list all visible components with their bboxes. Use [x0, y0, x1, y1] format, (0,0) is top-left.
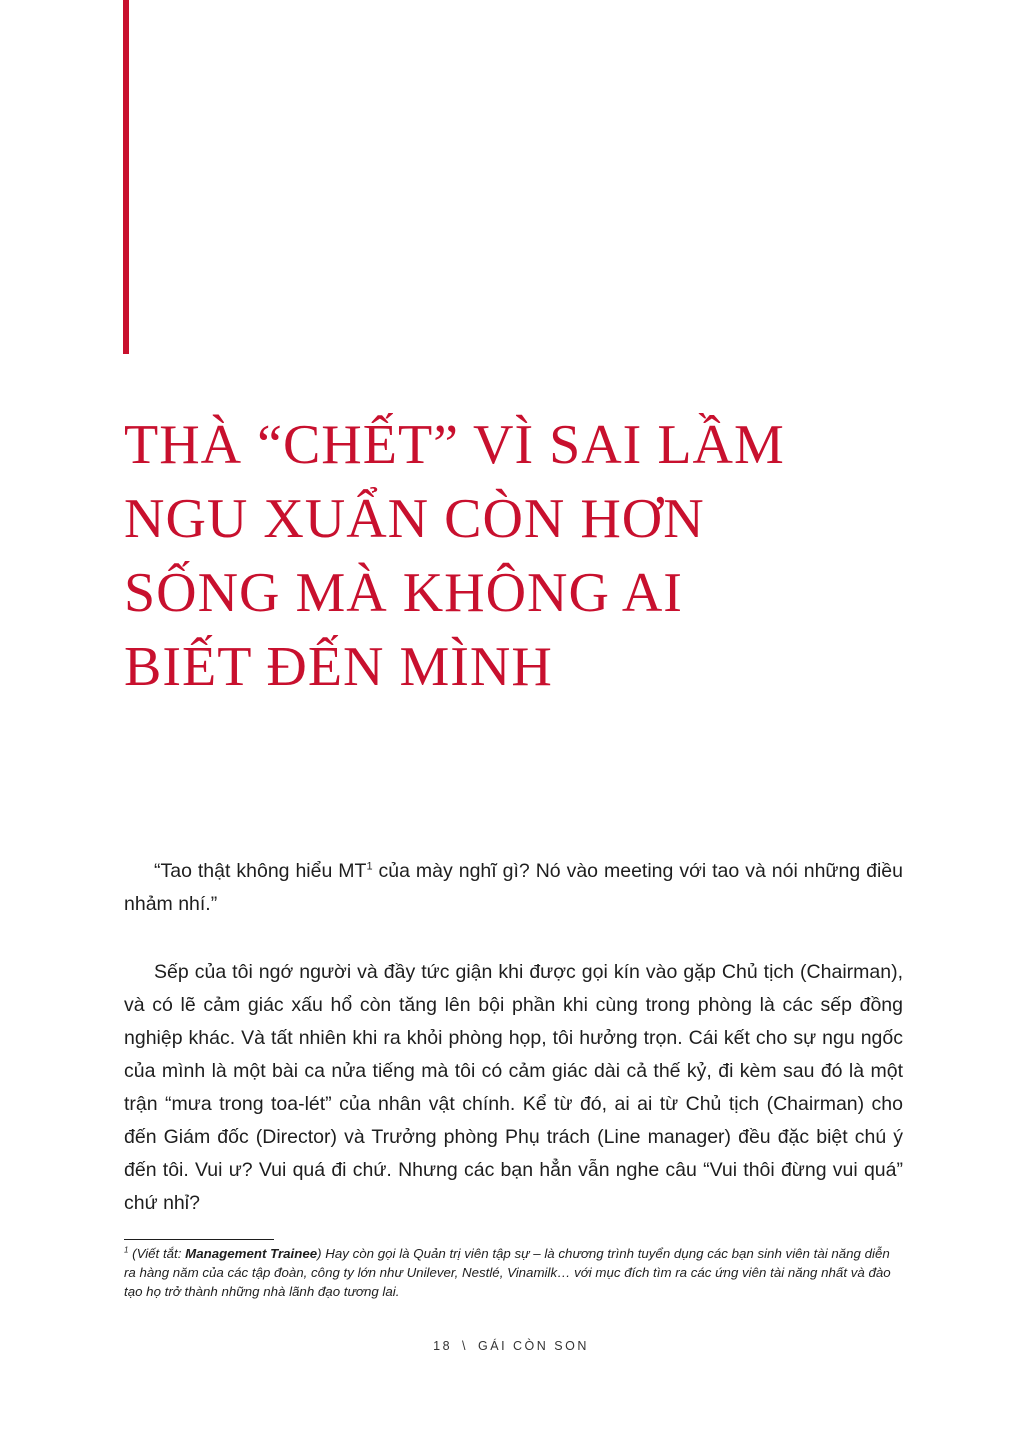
chapter-accent-bar	[123, 0, 129, 354]
p2-text: Sếp của tôi ngớ người và đầy tức giận khi được gọi kín vào gặp Chủ tịch (Chairman), và có lẽ cảm giác xấu hổ còn tăng lên bội phần khi cùng trong phòng là các sếp đồng nghiệp khác. Và tất nhiên khi ra khỏi phòng họp, tôi hưởng trọn. Cái kết cho sự ngu ngốc của mình là một bài ca nửa tiếng mà tôi có cảm giác dài cả thế kỷ, đi kèm sau đó là một trận “mưa trong toa-lét” của nhân vật chính. Kể từ đó, ai ai từ Chủ tịch (Chairman) cho đến Giám đốc (Director) và Trưởng phòng Phụ trách (Line manager) đều đặc biệt chú ý đến tôi. Vui ư? Vui quá đi chứ. Nhưng các bạn hẳn vẫn nghe câu “Vui thôi đừng vui quá” chứ nhỉ?	[124, 961, 903, 1214]
footnote-marker: 1	[124, 1245, 129, 1255]
chapter-title-line: BIẾT ĐẾN MÌNH	[124, 636, 553, 698]
body-paragraph-1	[124, 855, 903, 921]
page-footer	[0, 1339, 1022, 1353]
chapter-title-line: SỐNG MÀ KHÔNG AI	[124, 562, 683, 624]
footnote-term: Management Trainee	[185, 1246, 318, 1261]
footnote-reference: 1	[366, 860, 373, 873]
p1-text-end: của mày nghĩ gì? Nó vào meeting với tao và nói những điều nhảm nhí.”	[124, 860, 903, 915]
footnote	[124, 1244, 905, 1301]
running-title: GÁI CÒN SON	[478, 1339, 589, 1353]
chapter-title-line: THÀ “CHẾT” VÌ SAI LẦM	[124, 414, 785, 476]
footnote-text: ) Hay còn gọi là Quản trị viên tập sự – là chương trình tuyển dụng các bạn sinh viên tài năng diễn ra hàng năm của các tập đoàn, công ty lớn như Unilever, Nestlé, Vinamilk… với mục đích tìm ra các ứng viên tài năng nhất và đào tạo họ trở thành những nhà lãnh đạo tương lai.	[124, 1246, 891, 1299]
body-paragraph-2	[124, 956, 903, 1220]
chapter-title-line: NGU XUẨN CÒN HƠN	[124, 488, 705, 550]
chapter-title	[124, 408, 884, 704]
p1-text-start: “Tao thật không hiểu MT	[154, 860, 367, 882]
footnote-divider	[124, 1239, 274, 1240]
footnote-lead: (Viết tắt:	[128, 1246, 186, 1261]
footer-separator: \	[462, 1339, 469, 1353]
page-number: 18	[433, 1339, 453, 1353]
